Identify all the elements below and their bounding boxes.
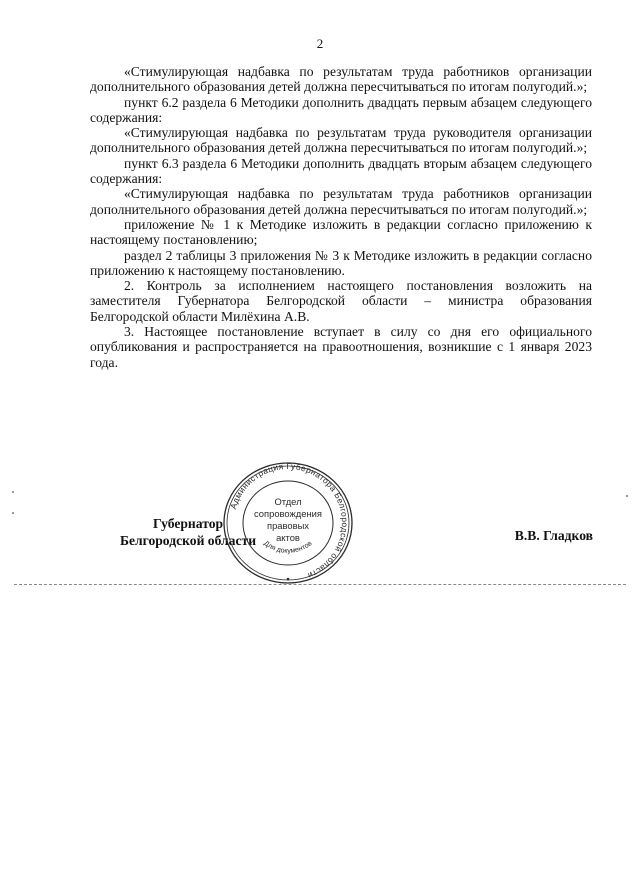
signatory-name: В.В. Гладков [514,528,593,543]
stamp-line: актов [276,532,300,543]
scan-speck [12,491,14,493]
bottom-divider [14,584,626,585]
signatory-title-line1: Губернатор [152,516,224,531]
paragraph: приложение № 1 к Методике изложить в редакции согласно приложению к настоящему постановлению; [90,216,592,248]
paragraph: 3. Настоящее постановление вступает в силу со дня его официального опубликования и распространяется на правоотношения, возникшие с 1 января 2023 года. [90,324,592,370]
stamp-line: Отдел [274,496,302,507]
paragraph: «Стимулирующая надбавка по результатам труда работников организации дополнительного образования детей должна пересчитываться по итогам полугодий.»; [90,64,592,95]
paragraph: «Стимулирующая надбавка по результатам труда работников организации дополнительного образования детей должна пересчитываться по итогам полугодий.»; [90,186,592,217]
scan-speck [12,512,14,514]
signatory-title-line2: Белгородской области [119,533,257,548]
paragraph: «Стимулирующая надбавка по результатам труда руководителя организации дополнительного образования детей должна пересчитываться по итогам полугодий.»; [90,125,592,156]
scan-speck [626,495,628,497]
stamp-inner-text: Для документов [262,540,314,555]
document-body [90,64,592,370]
stamp-line: сопровождения [254,508,322,519]
page-number: 2 [316,36,324,51]
paragraph: раздел 2 таблицы 3 приложения № 3 к Методике изложить в редакции согласно приложению к настоящему постановлению. [90,247,592,278]
paragraph: 2. Контроль за исполнением настоящего постановления возложить на заместителя Губернатора Белгородской области – министра образования Белгородской области Милёхина А.В. [90,278,592,324]
official-stamp [218,461,358,585]
stamp-outer-text: Администрация Губернатора Белгородской области [227,461,351,582]
paragraph: пункт 6.2 раздела 6 Методики дополнить двадцать первым абзацем следующего содержания: [90,94,592,125]
stamp-line: правовых [267,520,309,531]
paragraph: пункт 6.3 раздела 6 Методики дополнить двадцать вторым абзацем следующего содержания: [90,155,592,187]
